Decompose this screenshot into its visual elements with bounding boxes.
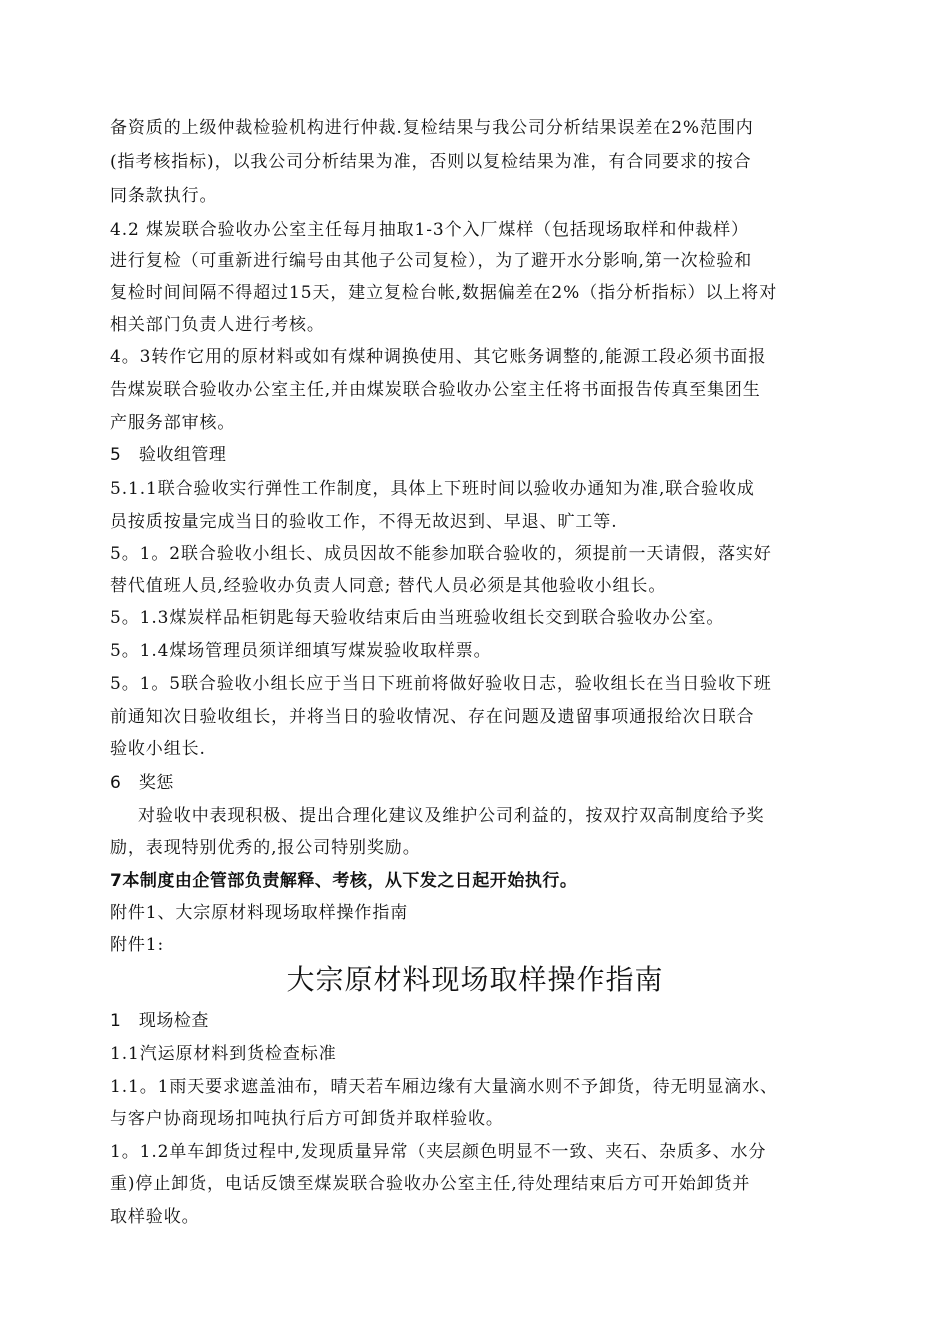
text-line: 复检时间间隔不得超过15天，建立复检台帐,数据偏差在2%（指分析指标）以上将对 — [110, 283, 778, 303]
text-line: 替代值班人员,经验收办负责人同意; 替代人员必须是其他验收小组长。 — [110, 576, 667, 596]
text-line: (指考核指标)，以我公司分析结果为准，否则以复检结果为准，有合同要求的按合 — [110, 152, 752, 172]
text-line: 附件1、大宗原材料现场取样操作指南 — [110, 903, 409, 923]
text-line: 进行复检（可重新进行编号由其他子公司复检），为了避开水分影响,第一次检验和 — [110, 251, 753, 271]
text-line: 1.1汽运原材料到货检查标准 — [110, 1044, 337, 1064]
text-line: 同条款执行。 — [110, 186, 218, 206]
text-line: 对验收中表现积极、提出合理化建议及维护公司利益的，按双拧双高制度给予奖 — [138, 806, 765, 826]
text-line: 4.2 煤炭联合验收办公室主任每月抽取1-3个入厂煤样（包括现场取样和仲裁样） — [110, 220, 749, 240]
text-line: 重)停止卸货，电话反馈至煤炭联合验收办公室主任,待处理结束后方可开始卸货并 — [110, 1174, 751, 1194]
text-line: 5。1。2联合验收小组长、成员因故不能参加联合验收的，须提前一天请假，落实好 — [110, 544, 772, 564]
appendix-title: 大宗原材料现场取样操作指南 — [286, 963, 664, 996]
section-heading: 7本制度由企管部负责解释、考核，从下发之日起开始执行。 — [110, 871, 578, 891]
text-line: 相关部门负责人进行考核。 — [110, 315, 325, 335]
text-line: 1。1.2单车卸货过程中,发现质量异常（夹层颜色明显不一致、夹石、杂质多、水分 — [110, 1142, 767, 1162]
text-line: 励，表现特别优秀的,报公司特别奖励。 — [110, 838, 421, 858]
text-line: 备资质的上级仲裁检验机构进行仲裁.复检结果与我公司分析结果误差在2%范围内 — [110, 118, 754, 138]
text-line: 5。1。5联合验收小组长应于当日下班前将做好验收日志，验收组长在当日验收下班 — [110, 674, 772, 694]
text-line: 与客户协商现场扣吨执行后方可卸货并取样验收。 — [110, 1109, 504, 1129]
text-line: 5。1.4煤场管理员须详细填写煤炭验收取样票。 — [110, 641, 492, 661]
text-line: 1.1。1雨天要求遮盖油布，晴天若车厢边缘有大量滴水则不予卸货，待无明显滴水、 — [110, 1077, 778, 1097]
text-line: 验收小组长. — [110, 739, 206, 759]
text-line: 4。3转作它用的原材料或如有煤种调换使用、其它账务调整的,能源工段必须书面报 — [110, 347, 767, 367]
text-line: 告煤炭联合验收办公室主任,并由煤炭联合验收办公室主任将书面报告传真至集团生 — [110, 380, 761, 400]
text-line: 取样验收。 — [110, 1207, 200, 1227]
text-line: 员按质按量完成当日的验收工作，不得无故迟到、早退、旷工等. — [110, 512, 618, 532]
section-heading: 1 现场检查 — [110, 1011, 209, 1031]
text-line: 5。1.3煤炭样品柜钥匙每天验收结束后由当班验收组长交到联合验收办公室。 — [110, 608, 725, 628]
text-line: 前通知次日验收组长，并将当日的验收情况、存在问题及遗留事项通报给次日联合 — [110, 707, 755, 727]
text-line: 附件1: — [110, 935, 165, 955]
section-heading: 5 验收组管理 — [110, 445, 227, 465]
text-line: 5.1.1联合验收实行弹性工作制度，具体上下班时间以验收办通知为准,联合验收成 — [110, 479, 755, 499]
text-line: 产服务部审核。 — [110, 413, 236, 433]
section-heading: 6 奖惩 — [110, 773, 174, 793]
